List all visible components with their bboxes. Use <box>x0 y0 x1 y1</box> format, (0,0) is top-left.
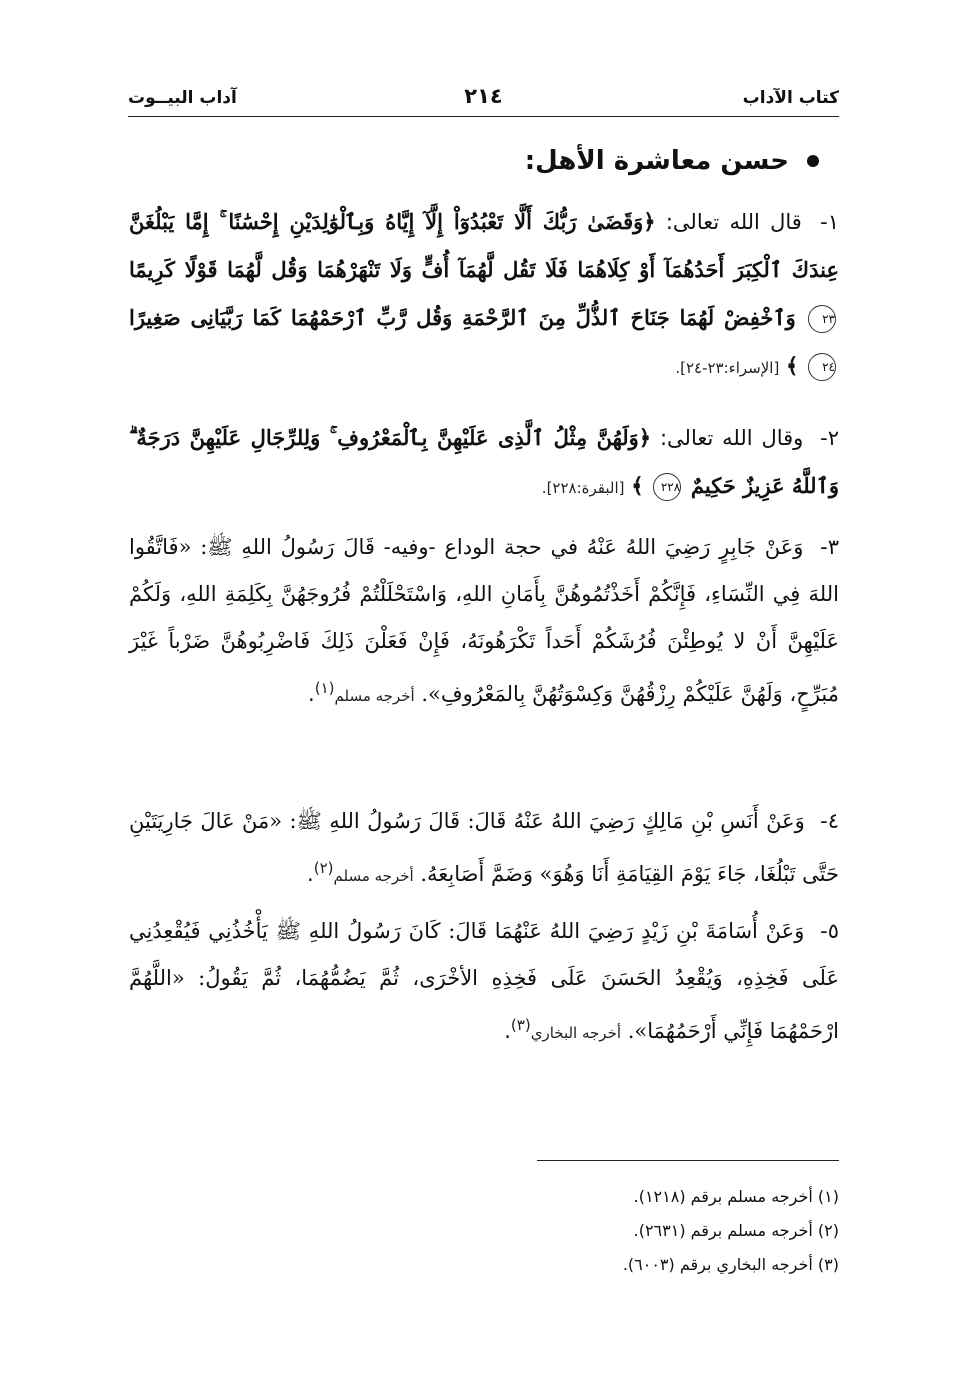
item-end: . <box>307 862 314 886</box>
verse-close-bracket: ﴾ <box>786 353 799 378</box>
hadith-text: وَعَنْ أُسَامَةَ بْنِ زَيْدٍ رَضِيَ اللهُ عَنْهُمَا قَالَ: كَانَ رَسُولُ اللهِ ﷺ يَأْخُذُنِي فَيُقْعِدُنِي عَلَى فَخِذِهِ، وَيُقْعِدُ الحَسَنَ عَلَى فَخِذِهِ الأخْرَى، ثُمَّ يَضُمُّهُمَا، ثُمَّ يَقُولُ: «اللَّهُمَّ ارْحَمْهُمَا فَإِنِّي أَرْحَمُهُمَا». <box>129 919 839 1043</box>
item-intro: قال الله تعالى: <box>665 210 802 234</box>
footnote-marker: (١) <box>314 679 335 697</box>
item-number: ١- <box>820 210 839 234</box>
item-intro: وقال الله تعالى: <box>659 426 804 450</box>
ayah-number-icon: ٢٤ <box>808 353 836 381</box>
list-item <box>129 524 839 720</box>
footnote-marker: (٢) <box>313 859 334 877</box>
hadith-source: أخرجه مسلم <box>333 867 414 885</box>
list-item <box>129 414 839 512</box>
footnote-3: (٣) أخرجه البخاري برقم (٦٠٠٣). <box>622 1255 839 1274</box>
bullet-icon <box>807 155 819 167</box>
ayah-number-icon: ٢٢٨ <box>653 473 681 501</box>
hadith-source: أخرجه مسلم <box>334 687 415 705</box>
footnote-1: (١) أخرجه مسلم برقم (١٢١٨). <box>633 1187 839 1206</box>
item-end: . <box>308 682 315 706</box>
list-item <box>129 198 839 392</box>
footnote-divider <box>537 1160 839 1161</box>
verse-reference: [الإسراء:٢٣-٢٤]. <box>675 359 780 377</box>
item-number: ٥- <box>820 919 839 943</box>
ayah-number-icon: ٢٣ <box>808 305 836 333</box>
chapter-title: آداب البيــوت <box>128 88 237 108</box>
running-header <box>128 84 839 117</box>
footnote-marker: (٣) <box>510 1016 531 1034</box>
quran-verse-continued: وَٱخْفِضْ لَهُمَا جَنَاحَ ٱلذُّلِّ مِنَ ٱلرَّحْمَةِ وَقُل رَّبِّ ٱرْحَمْهُمَا كَمَا رَبَّيَانِى صَغِيرًا <box>129 305 796 330</box>
list-item <box>129 798 839 900</box>
footnotes <box>339 1180 839 1282</box>
hadith-text: وَعَنْ أَنَسِ بْنِ مَالِكٍ رَضِيَ اللهُ عَنْهُ قَالَ: قَالَ رَسُولُ اللهِ ﷺ: «مَنْ عَالَ جَارِيَتَيْنِ حَتَّى تَبْلُغَا، جَاءَ يَوْمَ القِيَامَةِ أَنَا وَهُوَ» وَضَمَّ أَصَابِعَهُ. <box>129 809 839 886</box>
quran-verse: ﴿وَلَهُنَّ مِثْلُ ٱلَّذِى عَلَيْهِنَّ بِٱلْمَعْرُوفِ ۚ وَلِلرِّجَالِ عَلَيْهِنَّ دَرَجَةٌ ۗ وَٱللَّهُ عَزِيزٌ حَكِيمٌ <box>129 425 839 498</box>
verse-reference: [البقرة:٢٢٨]. <box>541 479 625 497</box>
list-item <box>129 908 839 1057</box>
footnote-2: (٢) أخرجه مسلم برقم (٢٦٣١). <box>633 1221 839 1240</box>
quran-verse: ﴿وَقَضَىٰ رَبُّكَ أَلَّا تَعْبُدُوٓاْ إِلَّآ إِيَّاهُ وَبِٱلْوَٰلِدَيْنِ إِحْسَٰنًا ۚ إِمَّا يَبْلُغَنَّ عِندَكَ ٱلْكِبَرَ أَحَدُهُمَآ أَوْ كِلَاهُمَا فَلَا تَقُل لَّهُمَآ أُفٍّ وَلَا تَنْهَرْهُمَا وَقُل لَّهُمَا قَوْلًا كَرِيمًا <box>129 209 839 282</box>
item-number: ٣- <box>820 535 839 559</box>
item-end: . <box>504 1019 511 1043</box>
section-heading <box>525 146 819 176</box>
hadith-source: أخرجه البخاري <box>530 1024 622 1042</box>
item-number: ٢- <box>820 426 840 450</box>
book-title: كتاب الآداب <box>742 88 839 108</box>
verse-close-bracket: ﴾ <box>631 473 644 498</box>
section-title: حسن معاشرة الأهل: <box>524 146 789 176</box>
item-number: ٤- <box>820 809 839 833</box>
page-number: ٢١٤ <box>464 84 503 108</box>
hadith-text: وَعَنْ جَابِرٍ رَضِيَ اللهُ عَنْهُ في حجة الوداع -وفيه- قَالَ رَسُولُ اللهِ ﷺ: «فَاتَّقُوا اللهَ فِي النِّسَاءِ، فَإِنَّكُمْ أَخَذْتُمُوهُنَّ بِأَمَانِ اللهِ، وَاسْتَحْلَلْتُمْ فُرُوجَهُنَّ بِكَلِمَةِ اللهِ، وَلَكُمْ عَلَيْهِنَّ أَنْ لا يُوطِئْنَ فُرُشَكُمْ أَحَداً تَكْرَهُونَهُ، فَإِنْ فَعَلْنَ ذَلِكَ فَاضْرِبُوهُنَّ ضَرْباً غَيْرَ مُبَرِّحٍ، وَلَهُنَّ عَلَيْكُمْ رِزْقُهُنَّ وَكِسْوَتُهُنَّ بِالمَعْرُوفِ». <box>129 535 839 706</box>
